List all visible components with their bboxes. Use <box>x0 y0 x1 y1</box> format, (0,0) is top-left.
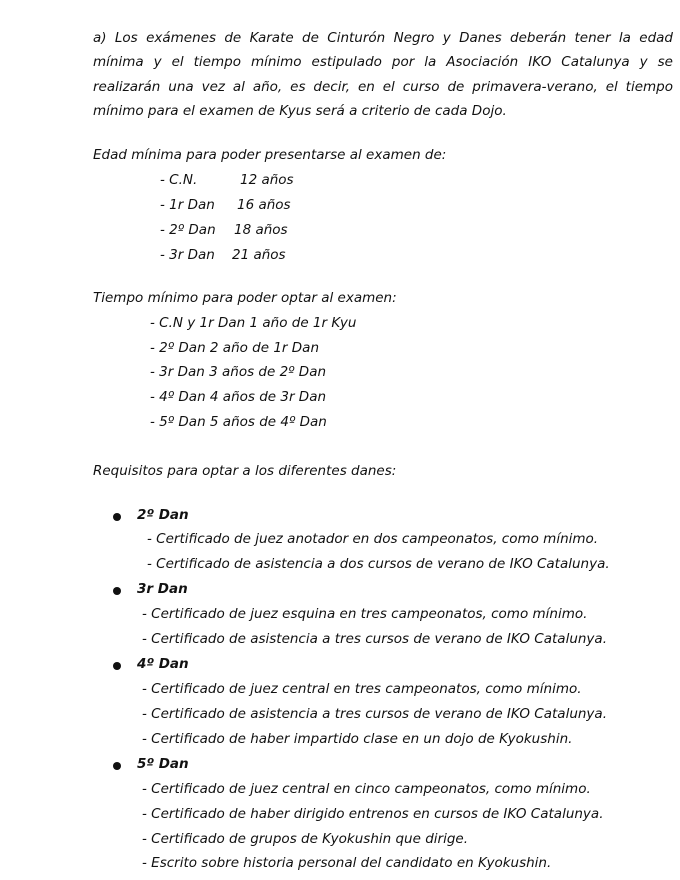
tiempo-item: - C.N y 1r Dan 1 año de 1r Kyu <box>150 315 357 331</box>
bullet-icon <box>113 513 121 521</box>
requisito-item: - Certificado de juez central en cinco campeonatos, como mínimo. <box>142 781 591 797</box>
intro-line: realizarán una vez al año, es decir, en el curso de primavera-verano, el tiempo <box>93 79 673 95</box>
dan-title: 2º Dan <box>137 507 189 523</box>
requisito-item: - Certificado de asistencia a dos cursos de verano de IKO Catalunya. <box>147 556 610 572</box>
dan-title: 3r Dan <box>137 581 188 597</box>
edad-age: 18 años <box>234 222 288 238</box>
requisito-item: - Certificado de juez esquina en tres campeonatos, como mínimo. <box>142 606 588 622</box>
requisito-item: - Certificado de asistencia a tres cursos de verano de IKO Catalunya. <box>142 706 607 722</box>
edad-grade: - C.N. <box>160 172 198 188</box>
bullet-icon <box>113 587 121 595</box>
bullet-icon <box>113 762 121 770</box>
requisito-item: - Certificado de juez central en tres campeonatos, como mínimo. <box>142 681 582 697</box>
edad-grade: - 2º Dan <box>160 222 216 238</box>
requisito-item: - Certificado de haber dirigido entrenos en cursos de IKO Catalunya. <box>142 806 604 822</box>
requisito-item: - Certificado de juez anotador en dos campeonatos, como mínimo. <box>147 531 599 547</box>
intro-line: mínima y el tiempo mínimo estipulado por la Asociación IKO Catalunya y se <box>93 54 673 70</box>
edad-age: 12 años <box>240 172 294 188</box>
requisito-item: - Certificado de asistencia a tres cursos de verano de IKO Catalunya. <box>142 631 607 647</box>
requisito-item: - Escrito sobre historia personal del candidato en Kyokushin. <box>142 855 552 871</box>
tiempo-item: - 2º Dan 2 año de 1r Dan <box>150 340 320 356</box>
intro-line: mínimo para el examen de Kyus será a criterio de cada Dojo. <box>93 103 507 119</box>
bullet-icon <box>113 662 121 670</box>
edad-grade: - 3r Dan <box>160 247 215 263</box>
edad-grade: - 1r Dan <box>160 197 215 213</box>
requisito-item: - Certificado de haber impartido clase en un dojo de Kyokushin. <box>142 731 573 747</box>
tiempo-item: - 4º Dan 4 años de 3r Dan <box>150 389 327 405</box>
edad-heading: Edad mínima para poder presentarse al examen de: <box>93 147 447 163</box>
edad-age: 16 años <box>237 197 291 213</box>
edad-age: 21 años <box>232 247 286 263</box>
tiempo-heading: Tiempo mínimo para poder optar al examen: <box>93 290 397 306</box>
dan-title: 4º Dan <box>137 656 189 672</box>
tiempo-item: - 5º Dan 5 años de 4º Dan <box>150 414 327 430</box>
intro-line: a) Los exámenes de Karate de Cinturón Negro y Danes deberán tener la edad <box>93 30 673 46</box>
tiempo-item: - 3r Dan 3 años de 2º Dan <box>150 364 327 380</box>
requisitos-heading: Requisitos para optar a los diferentes danes: <box>93 463 397 479</box>
requisito-item: - Certificado de grupos de Kyokushin que dirige. <box>142 831 468 847</box>
dan-title: 5º Dan <box>137 756 189 772</box>
